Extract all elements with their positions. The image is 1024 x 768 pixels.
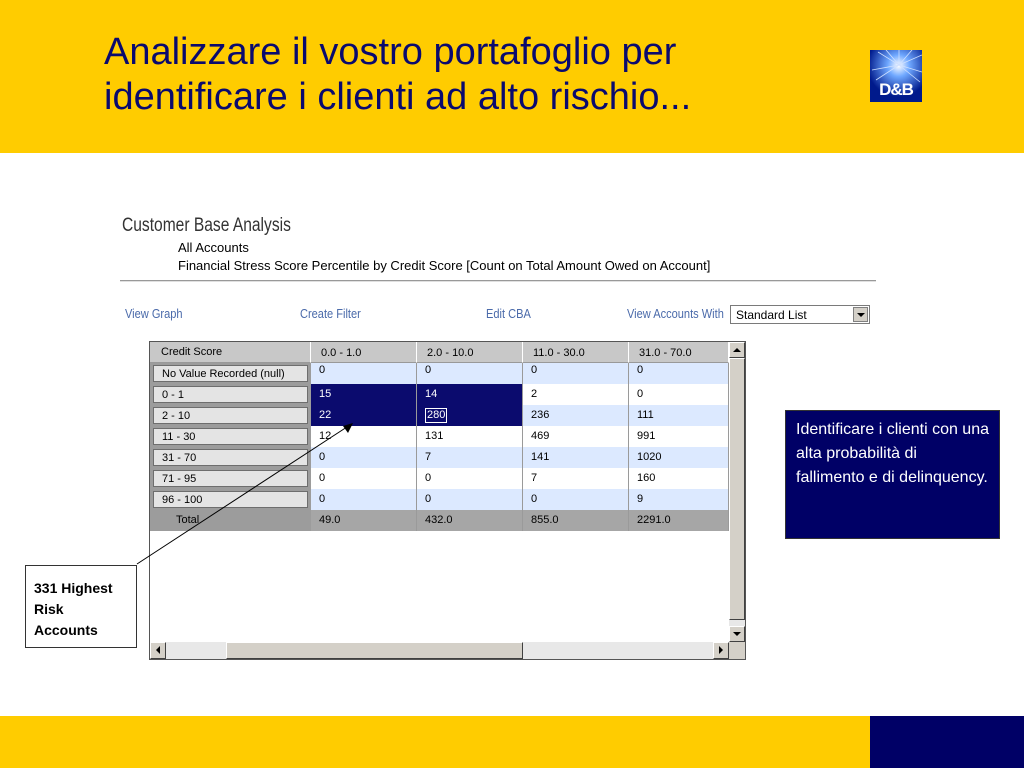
grid-cell[interactable]: 0 xyxy=(523,363,629,384)
slide-title-line1: Analizzare il vostro portafoglio per xyxy=(104,31,677,73)
row-header[interactable]: 71 - 95 xyxy=(150,468,311,489)
grid-cell[interactable]: 7 xyxy=(523,468,629,489)
total-cell: 49.0 xyxy=(311,510,417,531)
grid-cell[interactable]: 0 xyxy=(311,447,417,468)
grid-cell-selected[interactable]: 22 xyxy=(311,405,417,426)
grid-cell[interactable]: 469 xyxy=(523,426,629,447)
slide-title-line2: identificare i clienti ad alto rischio... xyxy=(104,76,692,118)
grid-cell[interactable]: 0 xyxy=(523,489,629,510)
select-value: Standard List xyxy=(736,308,807,322)
view-accounts-with-label: View Accounts With xyxy=(627,306,724,321)
total-cell: 2291.0 xyxy=(629,510,729,531)
grid-cell[interactable]: 9 xyxy=(629,489,729,510)
grid-cell-selected[interactable]: 15 xyxy=(311,384,417,405)
grid-cell[interactable]: 141 xyxy=(523,447,629,468)
row-header[interactable]: 2 - 10 xyxy=(150,405,311,426)
grid-cell[interactable]: 0 xyxy=(311,489,417,510)
create-filter-link[interactable]: Create Filter xyxy=(300,306,361,321)
grid-cell-selected[interactable]: 14 xyxy=(417,384,523,405)
column-header[interactable]: 11.0 - 30.0 xyxy=(523,342,629,363)
column-header[interactable]: 31.0 - 70.0 xyxy=(629,342,729,363)
grid-cell[interactable]: 236 xyxy=(523,405,629,426)
grid-cell[interactable]: 2 xyxy=(523,384,629,405)
footer-block xyxy=(870,716,1024,768)
grid-cell[interactable]: 160 xyxy=(629,468,729,489)
grid-cell[interactable]: 131 xyxy=(417,426,523,447)
grid-cell[interactable]: 991 xyxy=(629,426,729,447)
row-header[interactable]: No Value Recorded (null) xyxy=(150,363,311,384)
column-header[interactable]: 2.0 - 10.0 xyxy=(417,342,523,363)
view-graph-link[interactable]: View Graph xyxy=(125,306,183,321)
logo-text: D&B xyxy=(879,80,913,99)
callout-identify-clients: Identificare i clienti con una alta probabilità di fallimento e di delinquency. xyxy=(785,410,1000,539)
row-header[interactable]: 11 - 30 xyxy=(150,426,311,447)
grid-cell[interactable]: 12 xyxy=(311,426,417,447)
focused-value: 280 xyxy=(427,409,446,421)
grid-cell[interactable]: 0 xyxy=(311,468,417,489)
row-header[interactable]: 31 - 70 xyxy=(150,447,311,468)
row-header[interactable]: 96 - 100 xyxy=(150,489,311,510)
total-row-label: Total xyxy=(150,510,311,531)
cba-subtitle-accounts: All Accounts xyxy=(178,240,249,255)
total-cell: 432.0 xyxy=(417,510,523,531)
grid-cell[interactable]: 0 xyxy=(629,363,729,384)
grid-corner-header: Credit Score xyxy=(150,342,311,363)
cba-subtitle-description: Financial Stress Score Percentile by Credit Score [Count on Total Amount Owed on Account] xyxy=(178,258,711,273)
cba-title: Customer Base Analysis xyxy=(122,215,291,236)
column-header[interactable]: 0.0 - 1.0 xyxy=(311,342,417,363)
footer-band xyxy=(0,716,870,768)
grid-cell[interactable]: 1020 xyxy=(629,447,729,468)
callout-highest-risk: 331 Highest Risk Accounts xyxy=(25,565,137,648)
row-header[interactable]: 0 - 1 xyxy=(150,384,311,405)
grid-cell[interactable]: 7 xyxy=(417,447,523,468)
grid-cell[interactable]: 0 xyxy=(417,489,523,510)
edit-cba-link[interactable]: Edit CBA xyxy=(486,306,531,321)
grid-cell[interactable]: 0 xyxy=(311,363,417,384)
grid-cell[interactable]: 0 xyxy=(417,363,523,384)
total-cell: 855.0 xyxy=(523,510,629,531)
grid-cell[interactable]: 0 xyxy=(629,384,729,405)
grid-cell[interactable]: 111 xyxy=(629,405,729,426)
grid-cell[interactable]: 0 xyxy=(417,468,523,489)
